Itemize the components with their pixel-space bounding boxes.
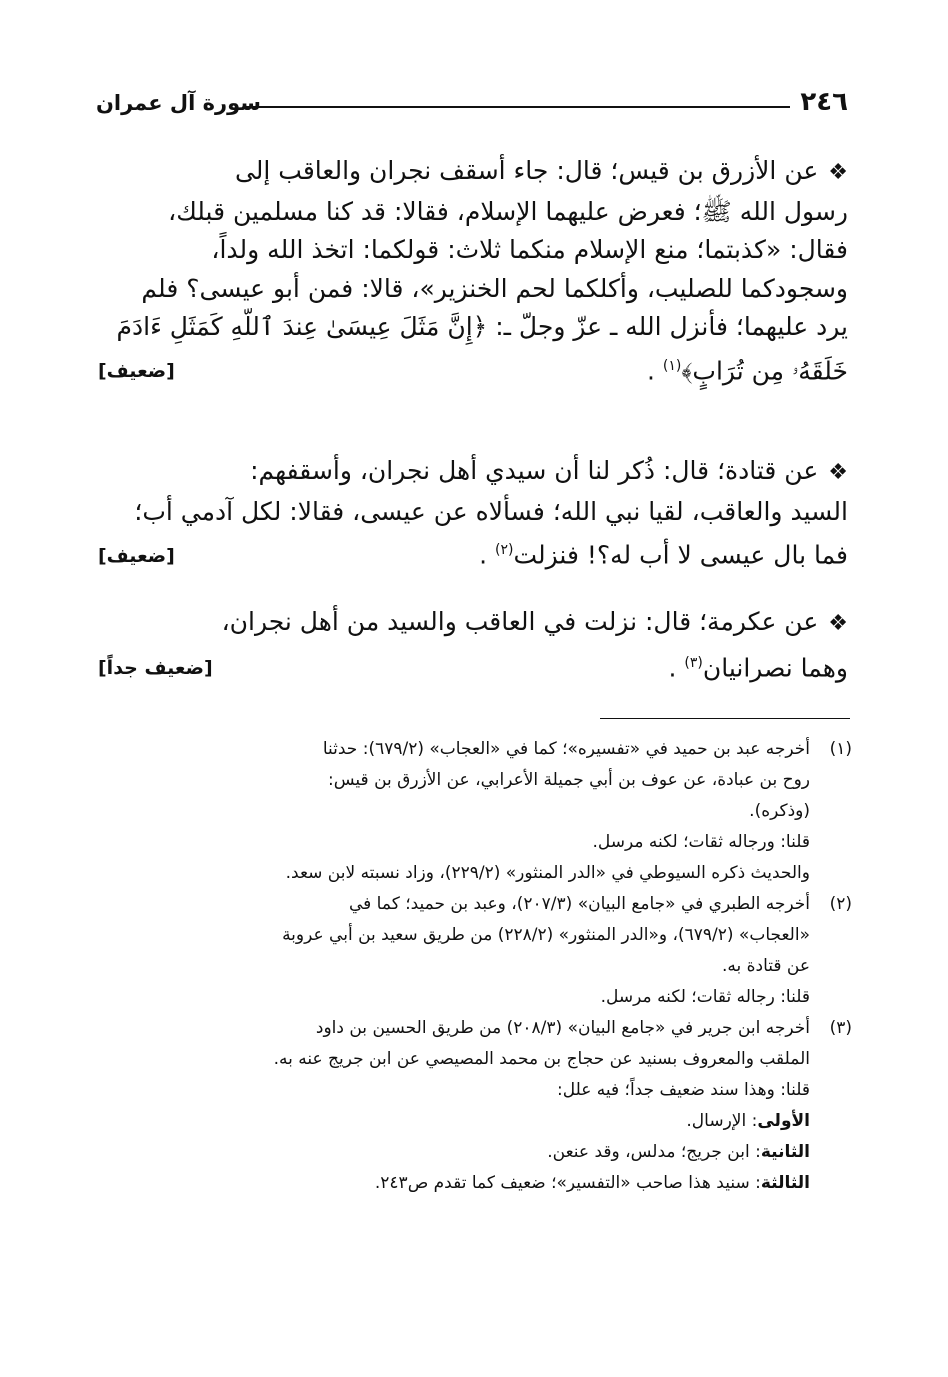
narration-line: وهما نصرانيان$^{(٣)}$ . [ضعيف جداً] [98,644,848,688]
footnote-line: (وذكره). [749,801,810,821]
footnote-line: أخرجه الطبري في «جامع البيان» (٢٠٧/٣)، وعبد بن حميد؛ كما في [348,894,810,914]
header-rule [244,106,790,108]
footnote-line: روح بن عبادة، عن عوف بن أبي جميلة الأعرابي، عن الأزرق بن قيس: [328,770,810,790]
footnote-reason: الثالثة: سنيد هذا صاحب «التفسير»؛ ضعيف كما تقدم ص٢٤٣. [374,1173,810,1193]
narration-line: يرد عليهما؛ فأنزل الله ـ عزّ وجلّ ـ: ﴿إِنَّ مَثَلَ عِيسَىٰ عِندَ ٱللَّهِ كَمَثَلِ ءَادَمَ [116,312,848,341]
footnote-ref[interactable]: (٢) [494,542,514,558]
footnote-line: قلنا: رجاله ثقات؛ لكنه مرسل. [600,987,810,1007]
footnote-number: (٢) [829,894,852,914]
footnote-line: والحديث ذكره السيوطي في «الدر المنثور» (٢٢٩/٢)، وزاد نسبته لابن سعد. [285,863,810,883]
narration-line: رسول الله ﷺ؛ فعرض عليهما الإسلام، فقالا: قد كنا مسلمين قبلك، [168,196,848,226]
narration-line: السيد والعاقب، لقيا نبي الله؛ فسألاه عن عيسى، فقالا: لكل آدمي أب؛ [134,496,848,526]
footnote-separator [600,718,850,719]
narration-line: ❖عن الأزرق بن قيس؛ قال: جاء أسقف نجران والعاقب إلى [234,156,848,185]
footnote-3 [100,1013,852,1199]
footnote-ref[interactable]: (١) [662,357,682,374]
footnote-number: (٣) [829,1018,852,1038]
narration-line: فما بال عيسى لا أب له؟! فنزلت$^{(٢)}$ . [ضعيف] [98,531,848,575]
narration-line: خَلَقَهُۥ مِن تُرَابٍ﴾$^{(١)}$ . [ضعيف] [98,347,848,391]
footnote-2 [100,889,852,1013]
narration-1 [98,152,848,390]
surah-title: سورة آل عمران [96,91,261,115]
narration-line: وسجودكما للصليب، وأكلكما لحم الخنزير»، قالا: فمن أبو عيسى؟ فلم [141,273,848,303]
narration-line: فقال: «كذبتما؛ منع الإسلام منكما ثلاث: قولكما: اتخذ الله ولداً، [211,235,848,264]
page-header [96,84,848,124]
footnotes [100,734,852,1199]
footnote-number: (١) [829,739,852,759]
bullet-icon: ❖ [828,611,848,636]
reason-label: الأولى [757,1111,810,1131]
footnote-line: أخرجه ابن جرير في «جامع البيان» (٢٠٨/٣) من طريق الحسين بن داود [315,1018,810,1038]
footnote-line: «العجاب» (٦٧٩/٢)، و«الدر المنثور» (٢٢٨/٢) من طريق سعيد بن أبي عروبة [282,925,810,945]
grade-label: [ضعيف] [98,544,175,567]
footnote-line: عن قتادة به. [721,956,810,976]
narration-3 [98,603,848,687]
footnote-reason: الأولى: الإرسال. [686,1111,810,1131]
bullet-icon: ❖ [828,460,848,485]
footnote-line: قلنا: ورجاله ثقات؛ لكنه مرسل. [592,832,810,852]
footnote-line: أخرجه عبد بن حميد في «تفسيره»؛ كما في «العجاب» (٦٧٩/٢): حدثنا [322,739,810,759]
bullet-icon: ❖ [828,160,848,185]
footnote-line: الملقب والمعروف بسنيد عن حجاج بن محمد المصيصي عن ابن جريج عنه به. [273,1049,810,1069]
footnote-line: قلنا: وهذا سند ضعيف جداً؛ فيه علل: [557,1080,810,1100]
footnote-1 [100,734,852,889]
narration-line: ❖عن قتادة؛ قال: ذُكر لنا أن سيدي أهل نجران، وأسقفهم: [250,456,848,485]
grade-label: [ضعيف جداً] [98,657,213,680]
footnote-ref[interactable]: (٣) [684,654,703,671]
grade-label: [ضعيف] [98,360,175,383]
footnote-reason: الثانية: ابن جريج؛ مدلس، وقد عنعن. [547,1142,810,1162]
narration-2 [98,452,848,575]
narration-line: ❖عن عكرمة؛ قال: نزلت في العاقب والسيد من أهل نجران، [221,607,848,636]
reason-label: الثانية [760,1142,810,1162]
reason-label: الثالثة [760,1173,810,1193]
page-number: ٢٤٦ [800,87,848,117]
